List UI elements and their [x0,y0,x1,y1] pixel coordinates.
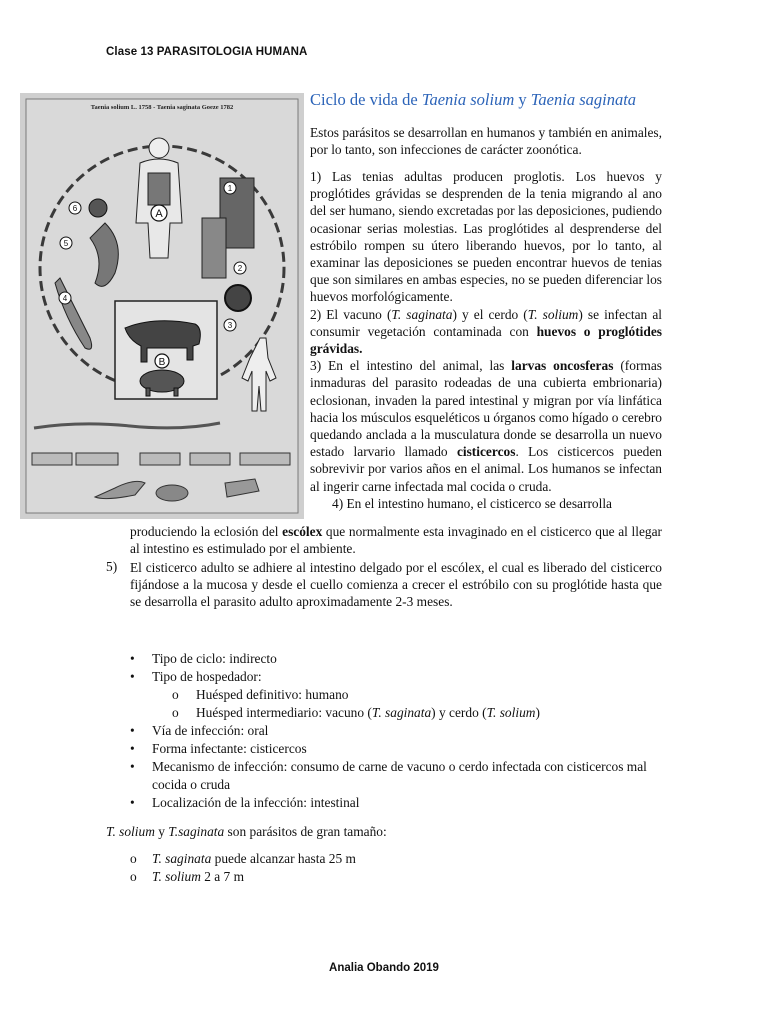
label-5: 5 [63,239,69,248]
step-3-paragraph: 3) En el intestino del animal, las larvas oncosferas (formas inmaduras del parasito rodeadas de una cubierta embrionaria) eclosionan, invaden la pared intestinal y migran por vía linfática hacia los músculos esqueléticos u órganos como hígado o cerebro quedando anclada a la musculatura donde se desarrolla un nuevo estado larvario llamado cisticercos. Los cisticercos pueden sobrevivir por varios años en el animal. Los humanos se infectan al ingerir carne infectada mal cocida o cruda. [310,358,662,494]
list-item: o Huésped definitivo: humano [152,686,670,704]
list-item: • Mecanismo de infección: consumo de carne de vacuno o cerdo infectada con cisticercos mal cocida o cruda [130,758,670,794]
size-statement: T. solium y T.saginata son parásitos de gran tamaño: [106,824,387,839]
characteristics-list [130,650,670,812]
list-item: • Vía de infección: oral [130,722,670,740]
label-6: 6 [72,204,78,213]
list-item: • Tipo de ciclo: indirecto [130,650,670,668]
step-5-number: 5) [106,559,118,574]
life-cycle-figure [20,93,304,519]
list-item: • Localización de la infección: intestinal [130,794,670,812]
step-2-paragraph: 2) El vacuno (T. saginata) y el cerdo (T. solium) se infectan al consumir vegetación contaminada con huevos o proglótides grávidas. [310,306,662,357]
cycle-steps [310,168,662,512]
list-item: • Forma infectante: cisticercos [130,740,670,758]
step-4-paragraph: 4) En el intestino humano, el cisticerco se desarrolla [332,495,612,511]
pig-icon [140,370,184,396]
document-header: Clase 13 PARASITOLOGIA HUMANA [106,46,308,58]
label-4: 4 [62,294,68,303]
label-3: 3 [227,321,233,330]
list-item: o T. saginata puede alcanzar hasta 25 m [130,850,356,868]
step-4-continued: produciendo la eclosión del escólex que normalmente esta invaginado en el cisticerco que al llegar al intestino es estimulado por el ambiente. [130,524,662,557]
list-item: o T. solium 2 a 7 m [130,868,356,886]
label-1: 1 [227,184,233,193]
host-sublist [152,686,670,722]
step-1-paragraph: 1) Las tenias adultas producen proglotis. Los huevos y proglótides grávidas se desprenden de la tenia migrando al ano del ser humano, siendo excretadas por las deposiciones, pudiendo ocasionar serias molestias. Las proglótides al desprenderse del estróbilo rompen su útero liberando huevos, por lo tanto, al examinar las deposiciones se pueden encontrar huevos de tenias que son similares en ambas especies, no se pueden diferenciar los huevos morfológicamente. [310,169,662,305]
section-title: Ciclo de vida de Taenia solium y Taenia saginata [310,90,637,109]
list-item: • Tipo de hospedador: o Huésped definitivo: humano o Huésped intermediario: vacuno (T. saginata) y cerdo (T. solium) [130,668,670,722]
label-2: 2 [237,264,243,273]
list-item: o Huésped intermediario: vacuno (T. saginata) y cerdo (T. solium) [152,704,670,722]
intro-paragraph: Estos parásitos se desarrollan en humanos y también en animales, por lo tanto, son infecciones de carácter zoonótica. [310,125,662,158]
figure-caption: Taenia solium L. 1758 - Taenia saginata Goeze 1782 [90,104,234,111]
label-b: B [158,357,166,368]
step-5-paragraph: El cisticerco adulto se adhiere al intestino delgado por el escólex, el cual es liberado del cisticerco fijándose a la mucosa y desde el cuello comienza a crecer el estróbilo con su proglótide hasta que se desarrolla el parasito adulto aproximadamente 2-3 meses. [130,560,662,610]
label-a: A [155,208,163,220]
document-footer: Analia Obando 2019 [329,962,439,974]
size-list [130,850,356,886]
